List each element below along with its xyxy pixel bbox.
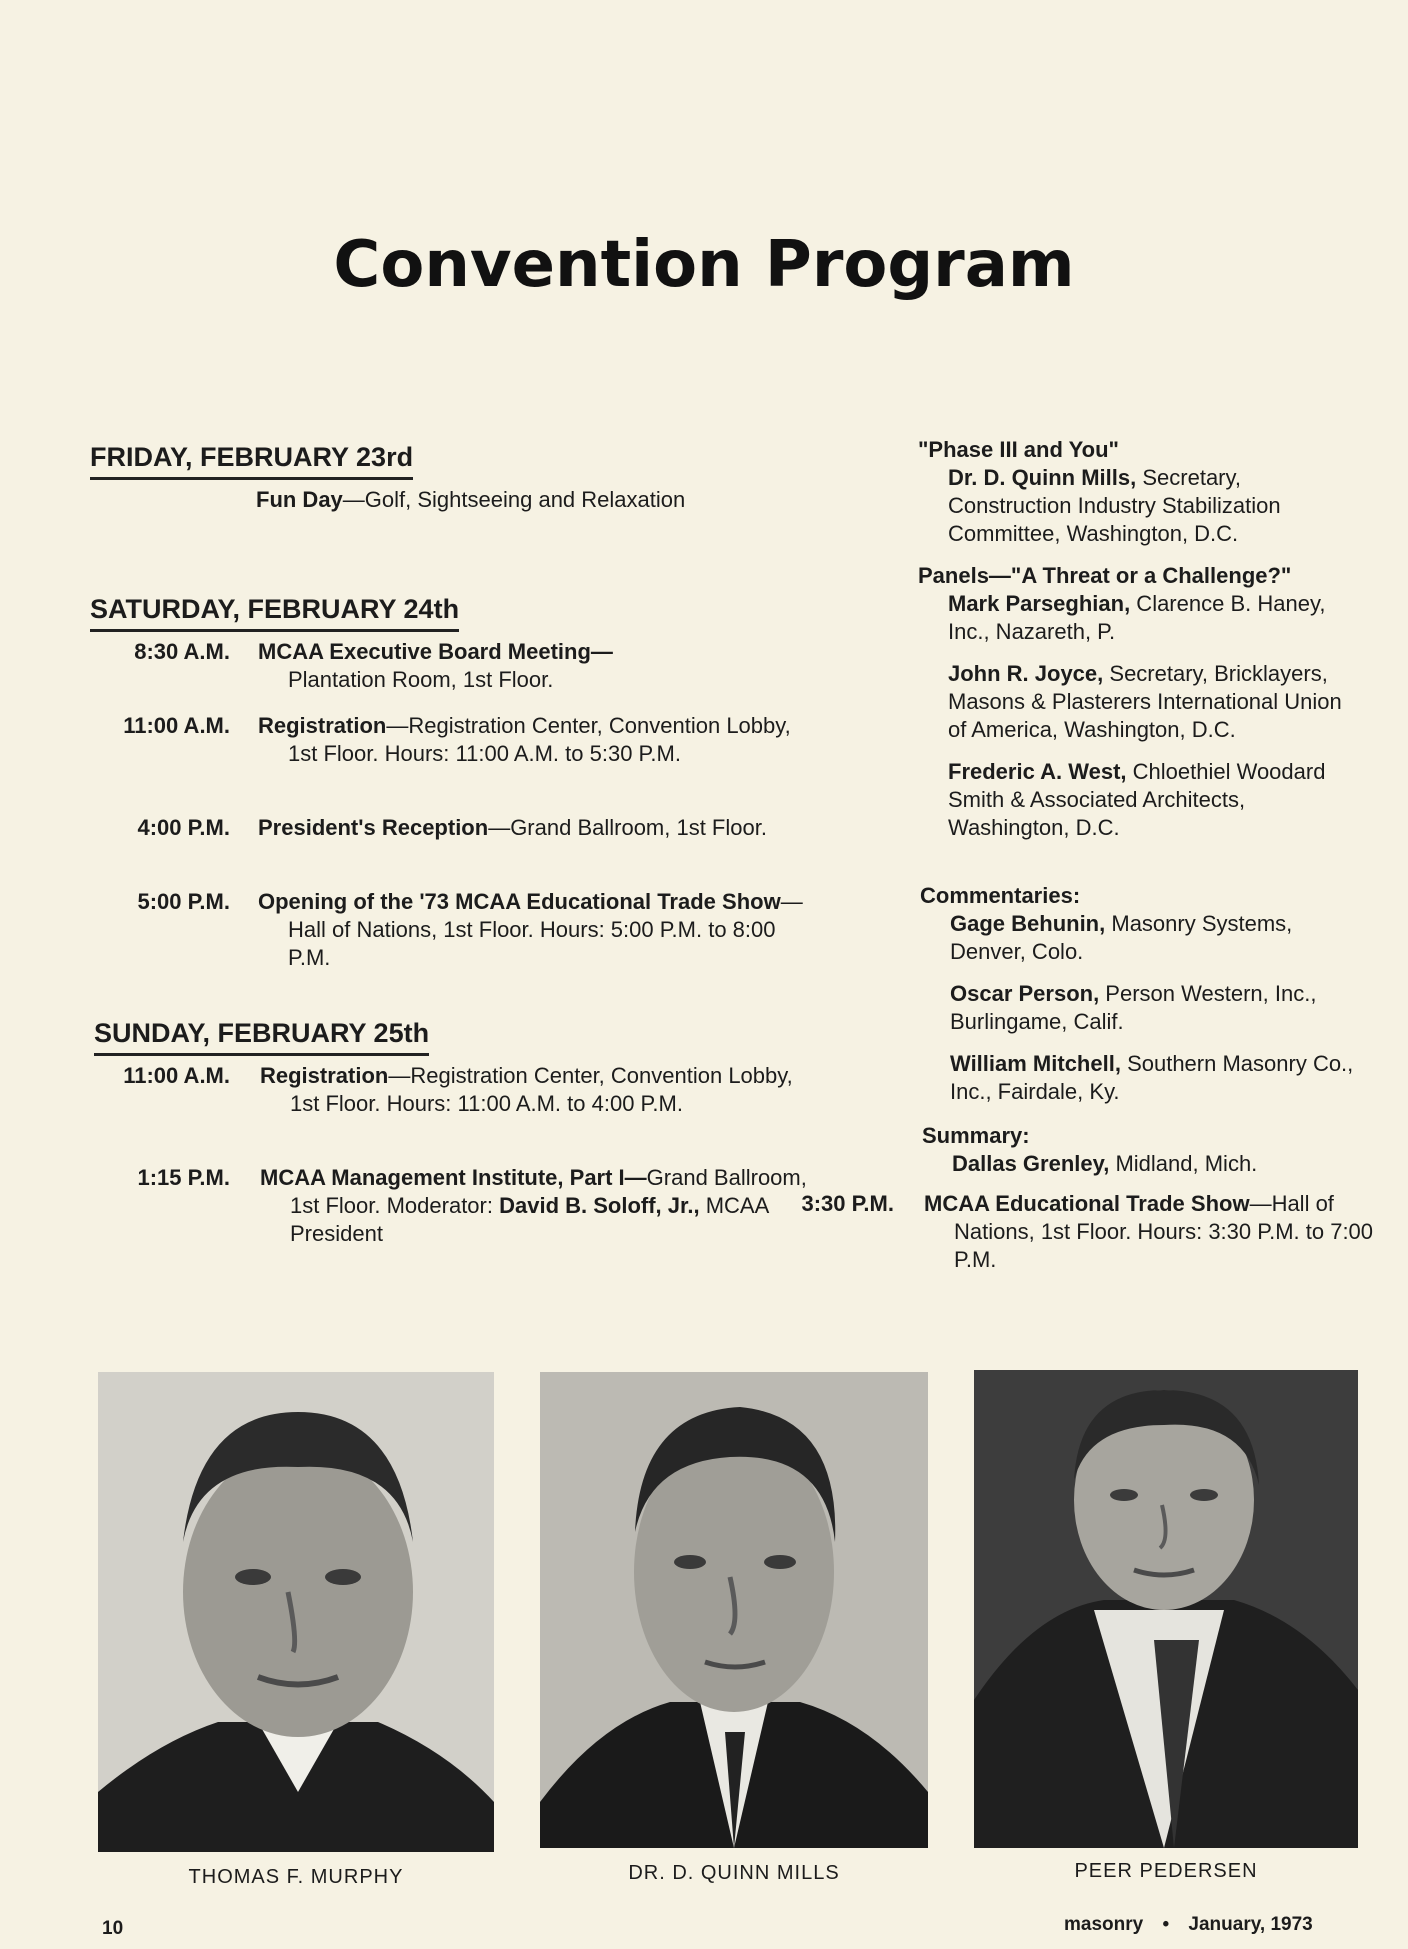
panelist [918, 590, 1358, 646]
summary-speaker [922, 1150, 1362, 1178]
entry-text: —Hall of Nations, 1st Floor. Hours: 5:00 P.M. to 8:00 P.M. [288, 889, 803, 970]
panelist [918, 660, 1358, 744]
issue-date: January, 1973 [1188, 1914, 1313, 1935]
sunday-heading: SUNDAY, FEBRUARY 25th [94, 1018, 429, 1056]
phase-title: "Phase III and You" [918, 437, 1119, 462]
friday-heading: FRIDAY, FEBRUARY 23rd [90, 442, 413, 480]
phase-speaker [918, 464, 1358, 548]
saturday-heading: SATURDAY, FEBRUARY 24th [90, 594, 459, 632]
portrait-photo-pedersen [974, 1370, 1358, 1848]
summary-name: Dallas Grenley, [952, 1151, 1110, 1176]
entry-time: 8:30 A.M. [134, 639, 230, 664]
entry-body [258, 814, 808, 842]
entry-body [258, 888, 808, 972]
commentator [920, 1050, 1360, 1106]
bullet-separator: • [1162, 1914, 1170, 1935]
entry-time: 11:00 A.M. [123, 1063, 230, 1088]
entry-body [258, 638, 808, 694]
photo-caption: PEER PEDERSEN [1074, 1860, 1258, 1882]
portrait-photo-mills [540, 1372, 928, 1848]
phase-block [918, 436, 1358, 548]
entry-text: —Registration Center, Convention Lobby, 1st Floor. Hours: 11:00 A.M. to 5:30 P.M. [288, 713, 791, 766]
entry-time: 5:00 P.M. [137, 889, 230, 914]
entry-title: President's Reception [258, 815, 489, 840]
moderator-name: David B. Soloff, Jr., [499, 1193, 700, 1218]
entry-time: 11:00 A.M. [123, 713, 230, 738]
speaker-text: Secretary, Construction Industry Stabilization Committee, Washington, D.C. [948, 465, 1281, 546]
page-number: 10 [102, 1918, 124, 1939]
portrait-photo-murphy [98, 1372, 494, 1852]
commentaries-block [920, 882, 1360, 1106]
commentator-name: William Mitchell, [950, 1051, 1121, 1076]
summary-block [922, 1122, 1362, 1178]
summary-title: Summary: [922, 1123, 1030, 1148]
summary-text: Midland, Mich. [1109, 1151, 1258, 1176]
photo-caption: THOMAS F. MURPHY [188, 1866, 404, 1888]
panelist-text: Chloethiel Woodard Smith & Associated Architects, Washington, D.C. [948, 759, 1326, 840]
entry-text: —Hall of Nations, 1st Floor. Hours: 3:30 P.M. to 7:00 P.M. [954, 1191, 1374, 1272]
entry-title: Registration [260, 1063, 389, 1088]
commentator [920, 980, 1360, 1036]
entry-title: MCAA Management Institute, Part I— [260, 1165, 647, 1190]
panelist-name: Frederic A. West, [948, 759, 1127, 784]
panelist-name: Mark Parseghian, [948, 591, 1131, 616]
entry-text: MCAA President [290, 1193, 769, 1246]
entry-body [260, 1164, 810, 1248]
commentaries-title: Commentaries: [920, 883, 1081, 908]
commentator-text: Masonry Systems, Denver, Colo. [950, 911, 1293, 964]
commentator-name: Oscar Person, [950, 981, 1100, 1006]
panelist-name: John R. Joyce, [948, 661, 1104, 686]
commentator-text: Person Western, Inc., Burlingame, Calif. [950, 981, 1317, 1034]
photo-caption: DR. D. QUINN MILLS [628, 1862, 840, 1884]
panelist-text: Secretary, Bricklayers, Masons & Plasterers International Union of America, Washington, D.C. [948, 661, 1342, 742]
page-title: Convention Program [333, 228, 1075, 302]
entry-time: 4:00 P.M. [137, 815, 230, 840]
panels-block [918, 562, 1358, 842]
entry-time: 1:15 P.M. [137, 1165, 230, 1190]
publication-line [1064, 1914, 1313, 1936]
panelist-text: Clarence B. Haney, Inc., Nazareth, P. [948, 591, 1326, 644]
entry-body [260, 1062, 810, 1118]
entry-title: MCAA Executive Board Meeting— [258, 639, 613, 664]
entry-title: Opening of the '73 MCAA Educational Trade Show [258, 889, 781, 914]
entry-text: —Grand Ballroom, 1st Floor. [488, 815, 767, 840]
speaker-name: Dr. D. Quinn Mills, [948, 465, 1137, 490]
panels-title: Panels—"A Threat or a Challenge?" [918, 563, 1292, 588]
entry-text: Grand Ballroom, 1st Floor. Moderator: [290, 1165, 807, 1218]
entry-text: Plantation Room, 1st Floor. [288, 667, 554, 692]
entry-title: MCAA Educational Trade Show [924, 1191, 1250, 1216]
publication-name: masonry [1064, 1914, 1144, 1935]
fun-day-label: Fun Day [256, 487, 343, 512]
panelist [918, 758, 1358, 842]
fun-day-text: —Golf, Sightseeing and Relaxation [342, 487, 686, 512]
entry-title: Registration [258, 713, 387, 738]
entry-body [258, 712, 808, 768]
commentator-name: Gage Behunin, [950, 911, 1106, 936]
friday-item [256, 486, 690, 514]
commentator-text: Southern Masonry Co., Inc., Fairdale, Ky. [950, 1051, 1354, 1104]
commentator [920, 910, 1360, 966]
entry-text: —Registration Center, Convention Lobby, 1st Floor. Hours: 11:00 A.M. to 4:00 P.M. [290, 1063, 793, 1116]
entry-time: 3:30 P.M. [801, 1191, 894, 1216]
entry-body [924, 1190, 1394, 1274]
